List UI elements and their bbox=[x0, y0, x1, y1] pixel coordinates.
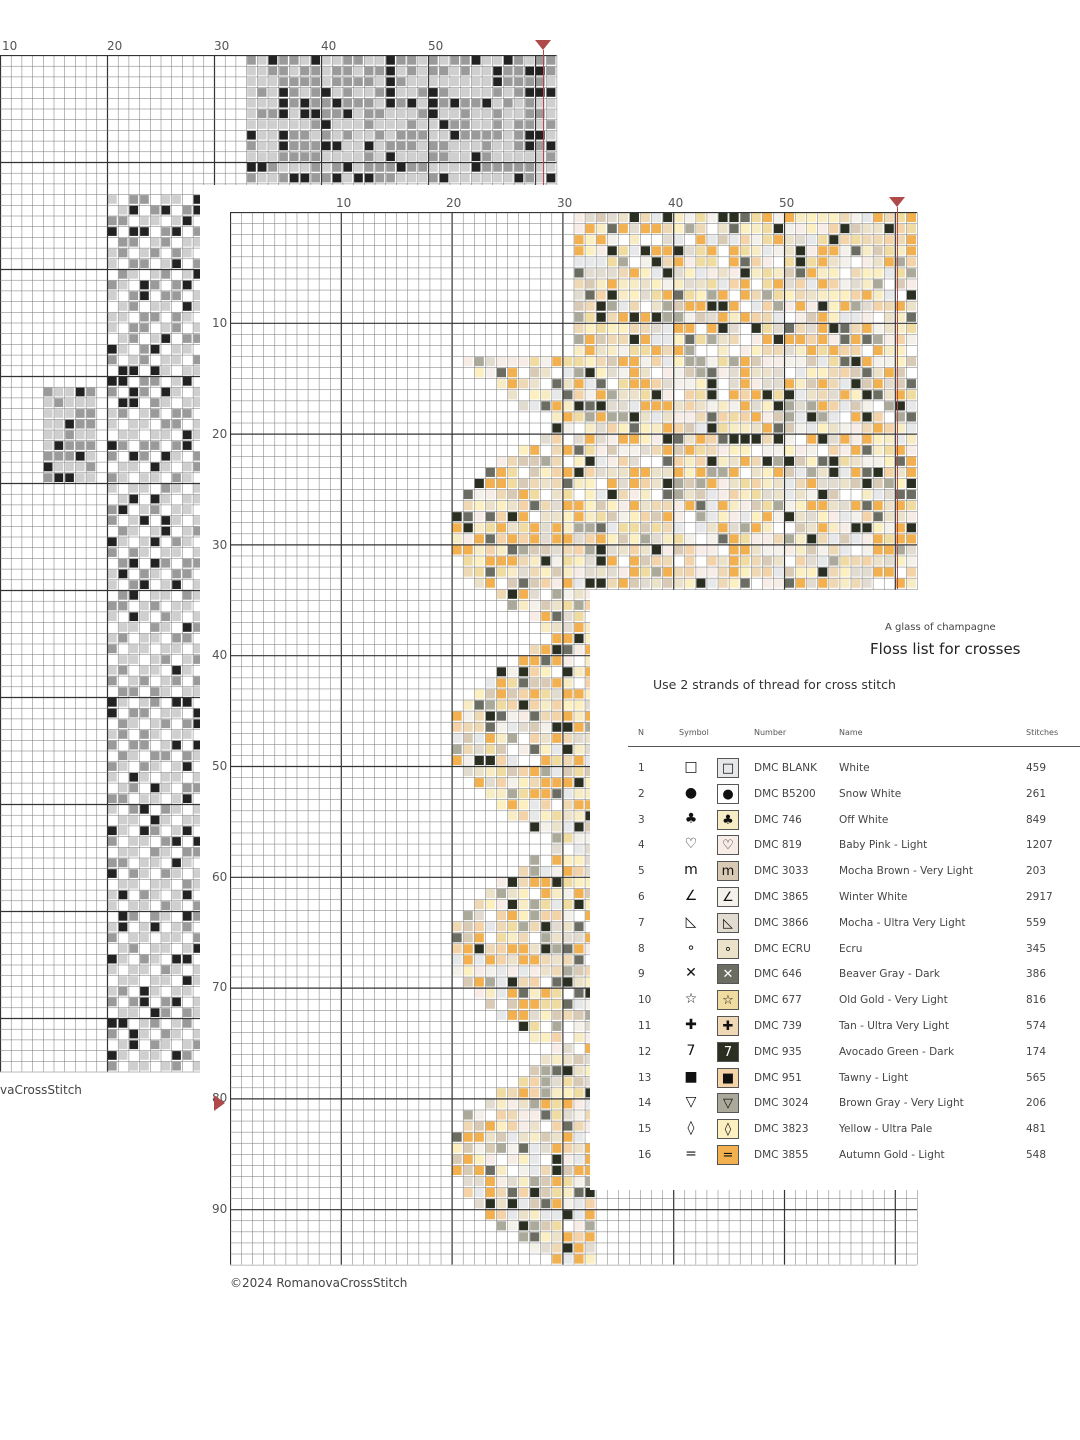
front-axis-left-20: 20 bbox=[212, 427, 228, 441]
floss-color-swatch: ▽ bbox=[717, 1093, 739, 1113]
pattern-name: A glass of champagne bbox=[885, 622, 996, 633]
floss-symbol-icon: 7 bbox=[686, 1042, 696, 1059]
floss-row-n: 5 bbox=[638, 865, 645, 878]
floss-color-swatch: = bbox=[717, 1145, 739, 1165]
floss-stitch-count: 559 bbox=[1026, 916, 1047, 929]
floss-name: Off White bbox=[839, 813, 889, 826]
floss-number: DMC 3033 bbox=[754, 865, 809, 878]
floss-row-n: 4 bbox=[638, 839, 645, 852]
front-center-line bbox=[897, 207, 898, 589]
floss-color-swatch: ✚ bbox=[717, 1016, 739, 1036]
floss-number: DMC 677 bbox=[754, 994, 802, 1007]
header-rule bbox=[628, 746, 1080, 747]
floss-stitch-count: 203 bbox=[1026, 865, 1047, 878]
strands-note: Use 2 strands of thread for cross stitch bbox=[653, 677, 896, 692]
header-symbol: Symbol bbox=[679, 728, 709, 737]
front-axis-left-60: 60 bbox=[212, 870, 228, 884]
floss-symbol-icon: ▽ bbox=[685, 1094, 697, 1111]
floss-number: DMC 3855 bbox=[754, 1149, 809, 1161]
floss-number: DMC B5200 bbox=[754, 787, 816, 800]
floss-name: White bbox=[839, 762, 870, 774]
front-axis-top-30: 30 bbox=[557, 196, 573, 210]
header-stitches: Stitches bbox=[1026, 728, 1059, 737]
floss-name: Beaver Gray - Dark bbox=[839, 968, 940, 981]
floss-name: Brown Gray - Very Light bbox=[839, 1097, 964, 1110]
floss-number: DMC 3823 bbox=[754, 1123, 809, 1136]
floss-name: Yellow - Ultra Pale bbox=[839, 1123, 933, 1136]
floss-row-n: 15 bbox=[638, 1123, 652, 1136]
back-center-line bbox=[543, 50, 544, 190]
floss-stitch-count: 459 bbox=[1026, 762, 1047, 774]
floss-stitch-count: 548 bbox=[1026, 1149, 1047, 1161]
front-axis-top-50: 50 bbox=[779, 196, 795, 210]
front-axis-left-50: 50 bbox=[212, 759, 228, 773]
floss-row-n: 7 bbox=[638, 916, 645, 929]
floss-symbol-icon: □ bbox=[684, 759, 698, 775]
floss-row-n: 9 bbox=[638, 968, 645, 981]
floss-symbol-icon: ◺ bbox=[685, 913, 697, 930]
back-axis-top-40: 40 bbox=[321, 39, 337, 53]
floss-stitch-count: 386 bbox=[1026, 968, 1047, 981]
floss-name: Baby Pink - Light bbox=[839, 839, 928, 852]
floss-name: Snow White bbox=[839, 787, 902, 800]
front-axis-top-10: 10 bbox=[336, 196, 352, 210]
floss-color-swatch: ∠ bbox=[717, 887, 739, 907]
floss-stitch-count: 345 bbox=[1026, 942, 1047, 955]
floss-symbol-icon: ■ bbox=[684, 1068, 698, 1085]
floss-row bbox=[590, 1119, 1080, 1144]
floss-stitch-count: 1207 bbox=[1026, 839, 1053, 852]
floss-color-swatch: ✕ bbox=[717, 964, 739, 984]
floss-stitch-count: 816 bbox=[1026, 994, 1047, 1007]
floss-color-swatch: 7 bbox=[717, 1042, 739, 1062]
floss-number: DMC 3866 bbox=[754, 916, 809, 929]
floss-row bbox=[590, 964, 1080, 989]
floss-color-swatch: □ bbox=[717, 758, 739, 778]
floss-symbol-icon: ∠ bbox=[684, 888, 698, 904]
floss-name: Tan - Ultra Very Light bbox=[839, 1020, 949, 1032]
floss-list-title: Floss list for crosses bbox=[870, 640, 1021, 658]
front-axis-left-40: 40 bbox=[212, 648, 228, 662]
floss-color-swatch: m bbox=[717, 861, 739, 881]
floss-symbol-icon: m bbox=[684, 862, 698, 879]
floss-row-n: 3 bbox=[638, 813, 645, 826]
header-number: Number bbox=[754, 728, 787, 737]
front-center-marker-left bbox=[214, 1095, 225, 1111]
floss-color-swatch: ◊ bbox=[717, 1119, 739, 1139]
floss-color-swatch: ● bbox=[717, 784, 739, 804]
front-axis-left-70: 70 bbox=[212, 980, 228, 994]
floss-number: DMC 951 bbox=[754, 1071, 802, 1084]
back-axis-top-50: 50 bbox=[428, 39, 444, 53]
back-axis-top-20: 20 bbox=[107, 39, 123, 53]
front-axis-left-10: 10 bbox=[212, 316, 228, 330]
floss-stitch-count: 206 bbox=[1026, 1097, 1047, 1110]
floss-symbol-icon: ♣ bbox=[684, 810, 698, 827]
floss-row bbox=[590, 887, 1080, 912]
floss-name: Tawny - Light bbox=[839, 1071, 909, 1084]
floss-row-n: 13 bbox=[638, 1071, 652, 1084]
floss-row bbox=[590, 861, 1080, 886]
floss-row bbox=[590, 913, 1080, 938]
floss-row-n: 8 bbox=[638, 942, 645, 955]
floss-name: Avocado Green - Dark bbox=[839, 1045, 955, 1058]
floss-symbol-icon: ✚ bbox=[685, 1017, 697, 1033]
floss-row-n: 14 bbox=[638, 1097, 652, 1110]
floss-color-swatch: ∘ bbox=[717, 939, 739, 959]
floss-symbol-icon: ● bbox=[684, 784, 698, 801]
floss-stitch-count: 261 bbox=[1026, 787, 1047, 800]
floss-name: Ecru bbox=[839, 942, 863, 955]
floss-stitch-count: 481 bbox=[1026, 1123, 1047, 1136]
floss-row-n: 11 bbox=[638, 1020, 652, 1032]
back-axis-top-10: 10 bbox=[2, 39, 18, 53]
floss-color-swatch: ◺ bbox=[717, 913, 739, 933]
floss-list-panel bbox=[590, 590, 1080, 1190]
floss-symbol-icon: ∘ bbox=[686, 939, 696, 956]
floss-row-n: 6 bbox=[638, 891, 645, 903]
floss-row-n: 10 bbox=[638, 994, 652, 1007]
floss-number: DMC 3865 bbox=[754, 891, 809, 903]
floss-row bbox=[590, 810, 1080, 835]
floss-symbol-icon: ☆ bbox=[684, 991, 698, 1008]
floss-row bbox=[590, 1042, 1080, 1067]
floss-number: DMC 3024 bbox=[754, 1097, 809, 1110]
back-center-marker bbox=[535, 40, 551, 50]
floss-number: DMC ECRU bbox=[754, 942, 811, 955]
floss-row bbox=[590, 939, 1080, 964]
floss-row-n: 16 bbox=[638, 1149, 652, 1161]
floss-symbol-icon: ✕ bbox=[685, 965, 697, 982]
floss-color-swatch: ■ bbox=[717, 1068, 739, 1088]
floss-symbol-icon: ◊ bbox=[687, 1120, 695, 1137]
floss-stitch-count: 174 bbox=[1026, 1045, 1047, 1058]
front-center-marker-top bbox=[889, 197, 905, 207]
header-name: Name bbox=[839, 728, 863, 737]
floss-row bbox=[590, 1093, 1080, 1118]
floss-color-swatch: ♣ bbox=[717, 810, 739, 830]
floss-symbol-icon: = bbox=[685, 1146, 697, 1162]
floss-number: DMC 739 bbox=[754, 1020, 802, 1032]
floss-symbol-icon: ♡ bbox=[684, 836, 698, 853]
floss-number: DMC 646 bbox=[754, 968, 802, 981]
floss-name: Mocha Brown - Very Light bbox=[839, 865, 974, 878]
floss-stitch-count: 574 bbox=[1026, 1020, 1047, 1032]
floss-stitch-count: 849 bbox=[1026, 813, 1047, 826]
floss-color-swatch: ♡ bbox=[717, 835, 739, 855]
floss-row bbox=[590, 784, 1080, 809]
front-axis-left-90: 90 bbox=[212, 1202, 228, 1216]
floss-row-n: 1 bbox=[638, 762, 645, 774]
front-axis-left-80: 80 bbox=[212, 1091, 228, 1105]
header-n: N bbox=[638, 728, 644, 737]
floss-name: Autumn Gold - Light bbox=[839, 1149, 945, 1161]
back-copyright: vaCrossStitch bbox=[0, 1083, 82, 1097]
floss-color-swatch: ☆ bbox=[717, 990, 739, 1010]
floss-name: Winter White bbox=[839, 891, 908, 903]
floss-row-n: 2 bbox=[638, 787, 645, 800]
floss-number: DMC 935 bbox=[754, 1045, 802, 1058]
floss-name: Mocha - Ultra Very Light bbox=[839, 916, 966, 929]
floss-row bbox=[590, 1145, 1080, 1170]
back-axis-top-30: 30 bbox=[214, 39, 230, 53]
floss-stitch-count: 565 bbox=[1026, 1071, 1047, 1084]
front-axis-top-20: 20 bbox=[446, 196, 462, 210]
floss-row-n: 12 bbox=[638, 1045, 652, 1058]
floss-number: DMC 746 bbox=[754, 813, 802, 826]
front-axis-top-40: 40 bbox=[668, 196, 684, 210]
front-copyright: ©2024 RomanovaCrossStitch bbox=[230, 1276, 408, 1290]
front-axis-left-30: 30 bbox=[212, 538, 228, 552]
floss-row bbox=[590, 758, 1080, 783]
floss-number: DMC 819 bbox=[754, 839, 802, 852]
floss-row bbox=[590, 1068, 1080, 1093]
floss-number: DMC BLANK bbox=[754, 762, 818, 774]
floss-row bbox=[590, 990, 1080, 1015]
floss-stitch-count: 2917 bbox=[1026, 891, 1053, 903]
floss-row bbox=[590, 1016, 1080, 1041]
floss-name: Old Gold - Very Light bbox=[839, 994, 948, 1007]
floss-row bbox=[590, 835, 1080, 860]
